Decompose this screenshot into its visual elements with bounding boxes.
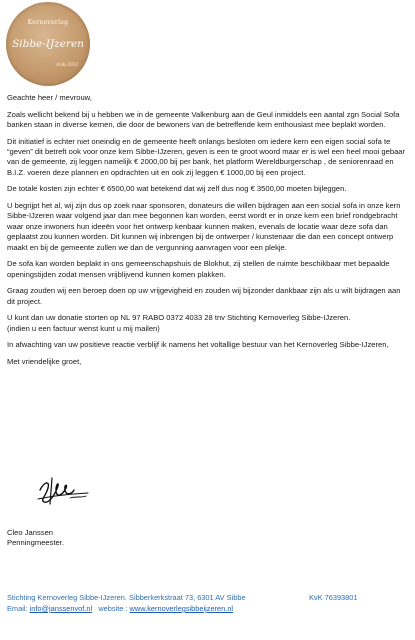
footer-kvk: KvK 76393801 — [309, 593, 358, 602]
email-link[interactable]: info@janssenvof.nl — [29, 604, 93, 613]
closing-greeting: Met vriendelijke groet, — [7, 356, 82, 366]
paragraph-sponsors: U begrijpt het al, wij zijn dus op zoek naar sponsoren, donateurs die willen bijdragen aan een social sofa in onze kern Sibbe-IJzeren waar volgend jaar dan mee begonnen kan worden, eerst wordt er in onze kern een brief rondgebracht waar onze inwoners hun ideeën voor het ontwerp kenbaar kunnen maken, evenals de locatie waar deze sofa dan geplaatst zou kunnen worden. Dit kunnen wij inbrengen bij de ontwerper / kunstenaar die dan een concept ontwerp maakt en bij de gemeente zullen we dan de vergunning aanvragen voor een plekje. — [7, 201, 401, 252]
paragraph-request: Graag zouden wij een beroep doen op uw vrijgevigheid en zouden wij bijzonder dankbaar zijn als u wilt bijdragen aan dit project. — [7, 286, 401, 306]
email-label: Email: — [7, 604, 30, 613]
signer-block — [7, 528, 64, 549]
logo-name: Sibbe-IJzeren — [12, 38, 84, 50]
signature-icon — [34, 472, 92, 510]
footer-contact — [7, 603, 409, 614]
letter-body — [7, 93, 409, 373]
organization-logo — [6, 2, 90, 86]
signer-name: Cleo Janssen — [7, 528, 54, 537]
signer-role: Penningmeester. — [7, 538, 64, 548]
salutation: Geachte heer / mevrouw, — [7, 93, 92, 102]
footer-address: Stichting Kernoverleg Sibbe-IJzeren. Sibberkerkstraat 73, 6301 AV Sibbe — [7, 593, 246, 602]
paragraph-location: De sofa kan worden beplakt in ons gemeenschapshuis de Blokhut, zij stellen de ruimte beschikbaar met bepaalde openingstijden zodat mensen vrijblijvend kunnen komen plakken. — [7, 259, 390, 279]
paragraph-closing: In afwachting van uw positieve reactie verblijf ik namens het voltallige bestuur van het Kernoverleg Sibbe-IJzeren, — [7, 340, 389, 350]
paragraph-donation: U kunt dan uw donatie storten op NL 97 RABO 0372 4033 28 tnv Stichting Kernoverleg Sibbe-IJzeren. (indien u een factuur wenst kunt u mij mailen) — [7, 313, 351, 333]
paragraph-initiative: Dit initiatief is echter niet oneindig en de gemeente heeft onlangs besloten om iedere kern een eigen social sofa te “geven” dit betreft ook voor onze kern Sibbe-IJzeren, geven is een te groot woord maar er is wel een heel mooi gebaar van de gemeente, zij leggen namelijk € 2000,00 bij per bank, het platform Wereldburgerschap , de seniorenraad en B.I.Z. voeren deze plannen en opdrachten uit en ook zij leggen € 1000,00 bij een project. — [7, 136, 406, 177]
website-label: website : — [92, 604, 130, 613]
paragraph-costs: De totale kosten zijn echter € 6500,00 wat betekend dat wij zelf dus nog € 3500,00 moeten bijleggen. — [7, 184, 347, 194]
paragraph-intro: Zoals wellicht bekend bij u hebben we in de gemeente Valkenburg aan de Geul inmiddels een aantal zgn Social Sofa banken staan in diverse kernen, die door de bewoners van de betreffende kern enthousiast mee beplakt worden. — [7, 109, 400, 129]
website-link[interactable]: www.kernoverlegsibbeijzeren.nl — [129, 604, 234, 613]
footer — [7, 592, 409, 614]
logo-top-text: Kernoverleg — [27, 19, 69, 26]
logo-sub-text: sinds 2012 — [56, 62, 78, 67]
